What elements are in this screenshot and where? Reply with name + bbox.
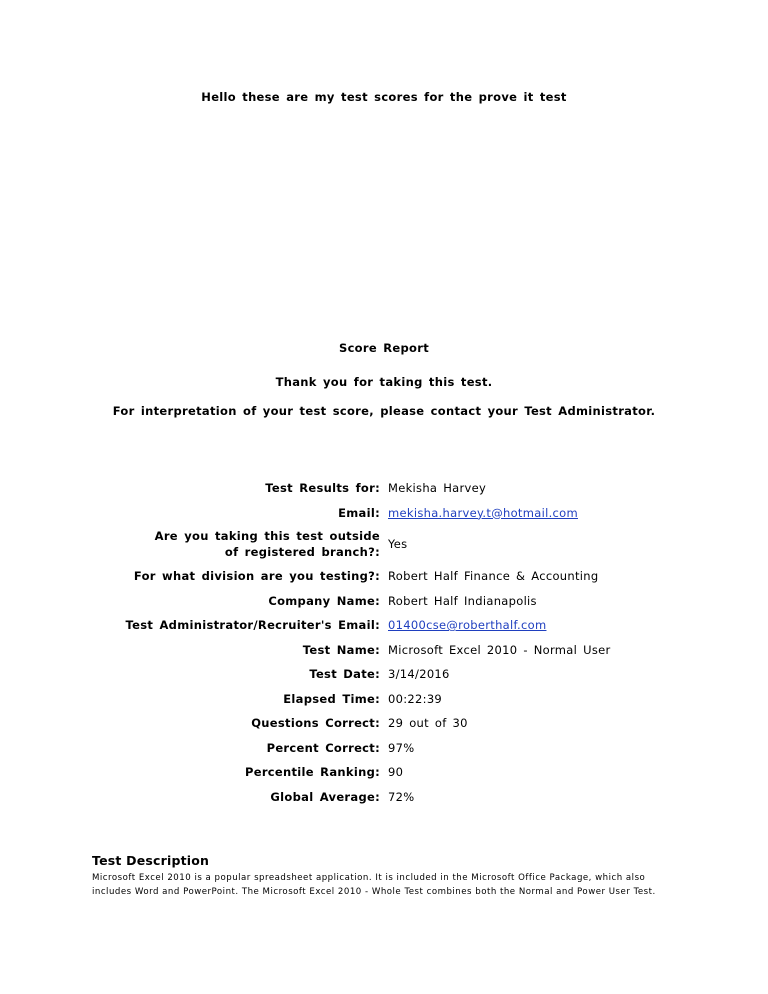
score-report-title [0,341,768,355]
result-value-outside-branch: Yes [388,537,408,551]
result-row-questions-correct [90,711,690,735]
result-row-company-name [90,588,690,613]
greeting-text: Hello these are my test scores for the prove it test [201,90,567,104]
result-value-test-name: Microsoft Excel 2010 - Normal User [388,642,611,657]
result-row-global-average [90,784,690,809]
greeting-heading [0,90,768,104]
result-value-division: Robert Half Finance & Accounting [388,568,599,583]
result-row-email [90,500,690,525]
score-report-title-text: Score Report [338,341,430,355]
result-row-division [90,563,690,588]
result-label: Email: [338,505,380,520]
results-table [90,476,690,809]
result-label: For what division are you testing?: [133,568,380,583]
result-value-global-average: 72% [388,789,415,804]
result-label: Percentile Ranking: [245,765,380,779]
result-row-test-results-for [90,476,690,500]
result-value-name: Mekisha Harvey [388,481,487,495]
result-value-questions-correct: 29 out of 30 [388,716,468,730]
test-description-body: Microsoft Excel 2010 is a popular spreadsheet application. It is included in the Microsoft Office Package, which also includes Word and PowerPoint. The Microsoft Excel 2010 - Whole Test combines both the Normal and Power User Test. [92,873,656,897]
admin-email-link[interactable]: 01400cse@roberthalf.com [388,618,547,632]
result-value-elapsed-time: 00:22:39 [388,691,443,706]
result-value-percent-correct: 97% [388,740,415,755]
result-row-admin-email [90,613,690,637]
result-label: Test Results for: [265,481,380,495]
result-label: Percent Correct: [266,740,380,755]
result-row-test-date [90,662,690,686]
result-label: Are you taking this test outside of registered branch?: [154,529,380,559]
result-row-elapsed-time [90,686,690,711]
result-row-percentile-ranking [90,760,690,784]
result-value-percentile-ranking: 90 [388,765,404,779]
result-label: Questions Correct: [251,716,380,730]
result-label: Test Date: [309,667,380,681]
test-description-heading: Test Description [92,853,210,868]
interpretation-note: For interpretation of your test score, please contact your Test Administrator. [112,404,656,418]
result-row-test-name [90,637,690,662]
result-label: Test Name: [302,642,380,657]
result-value-company: Robert Half Indianapolis [388,593,537,608]
result-label: Global Average: [270,789,380,804]
result-value-test-date: 3/14/2016 [388,667,450,681]
email-link[interactable]: mekisha.harvey.t@hotmail.com [388,505,578,520]
result-row-outside-branch [90,525,690,563]
result-row-percent-correct [90,735,690,760]
result-label: Test Administrator/Recruiter's Email: [125,618,380,632]
result-label: Elapsed Time: [283,691,380,706]
result-label: Company Name: [268,593,380,608]
thank-you-message: Thank you for taking this test. [275,375,493,389]
